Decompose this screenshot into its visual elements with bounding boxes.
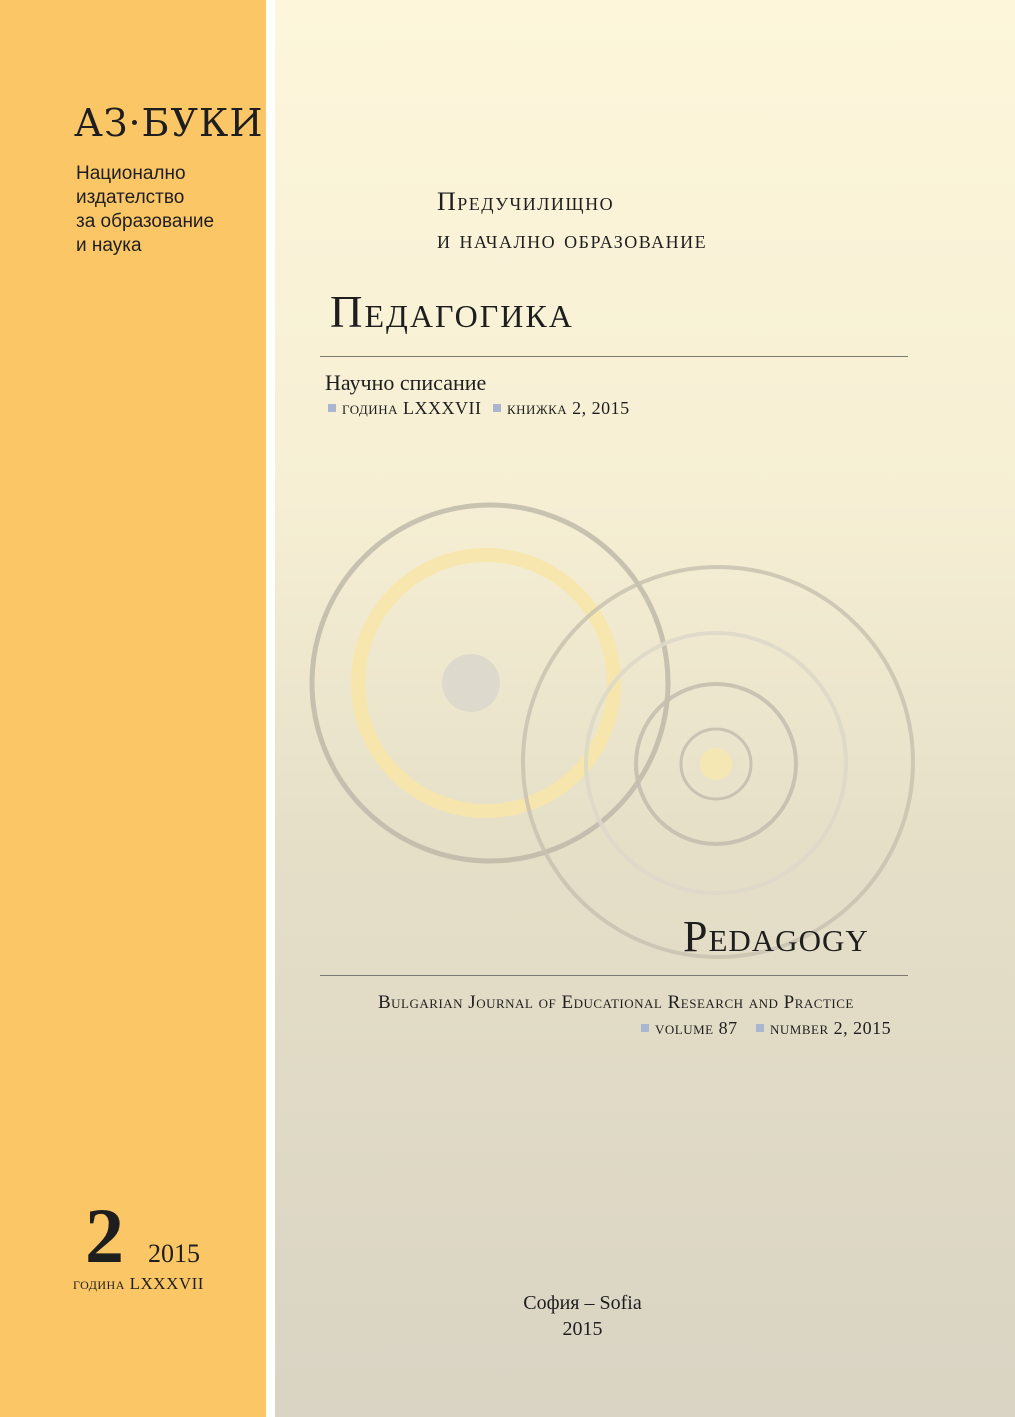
publisher-name-line: Национално <box>76 163 186 184</box>
bullet-square-icon <box>641 1024 649 1032</box>
publisher-name-line: издателство <box>76 187 185 208</box>
issue-meta-text: книжка 2, 2015 <box>507 398 630 418</box>
bottom-rule <box>320 975 908 976</box>
center-dot-left <box>442 654 500 712</box>
issue-year: 2015 <box>148 1239 200 1268</box>
publisher-logo: АЗ·БУКИ <box>74 101 264 145</box>
volume-meta-en <box>641 1018 738 1039</box>
section-title-line-2: и начално образование <box>437 225 708 254</box>
imprint-place: София – Sofia <box>523 1292 642 1314</box>
journal-subtitle-bg: Научно списание <box>325 370 487 395</box>
top-rule <box>320 356 908 357</box>
year-meta-text: година LXXXVII <box>342 398 482 418</box>
number-meta-text: number 2, 2015 <box>770 1018 892 1038</box>
volume-meta-text: volume 87 <box>655 1018 738 1038</box>
publisher-name-line: и наука <box>76 235 142 256</box>
imprint-year: 2015 <box>562 1318 603 1340</box>
publisher-name <box>76 162 214 258</box>
journal-title-en: Pedagogy <box>683 912 869 961</box>
issue-volume: година LXXXVII <box>73 1274 204 1293</box>
imprint <box>0 1290 1015 1342</box>
section-title-line-1: Предучилищно <box>437 187 615 216</box>
bullet-square-icon <box>756 1024 764 1032</box>
number-meta-en <box>756 1018 891 1039</box>
issue-meta-bg <box>493 398 630 419</box>
year-meta-bg <box>328 398 481 419</box>
section-title <box>437 183 707 259</box>
journal-title-bg: Педагогика <box>330 287 574 337</box>
journal-subtitle-en: Bulgarian Journal of Educational Research and Practice <box>378 992 854 1013</box>
center-dot-right <box>700 748 732 780</box>
bullet-square-icon <box>493 404 501 412</box>
issue-number: 2 <box>85 1192 124 1279</box>
publisher-name-line: за образование <box>76 211 215 232</box>
bullet-square-icon <box>328 404 336 412</box>
